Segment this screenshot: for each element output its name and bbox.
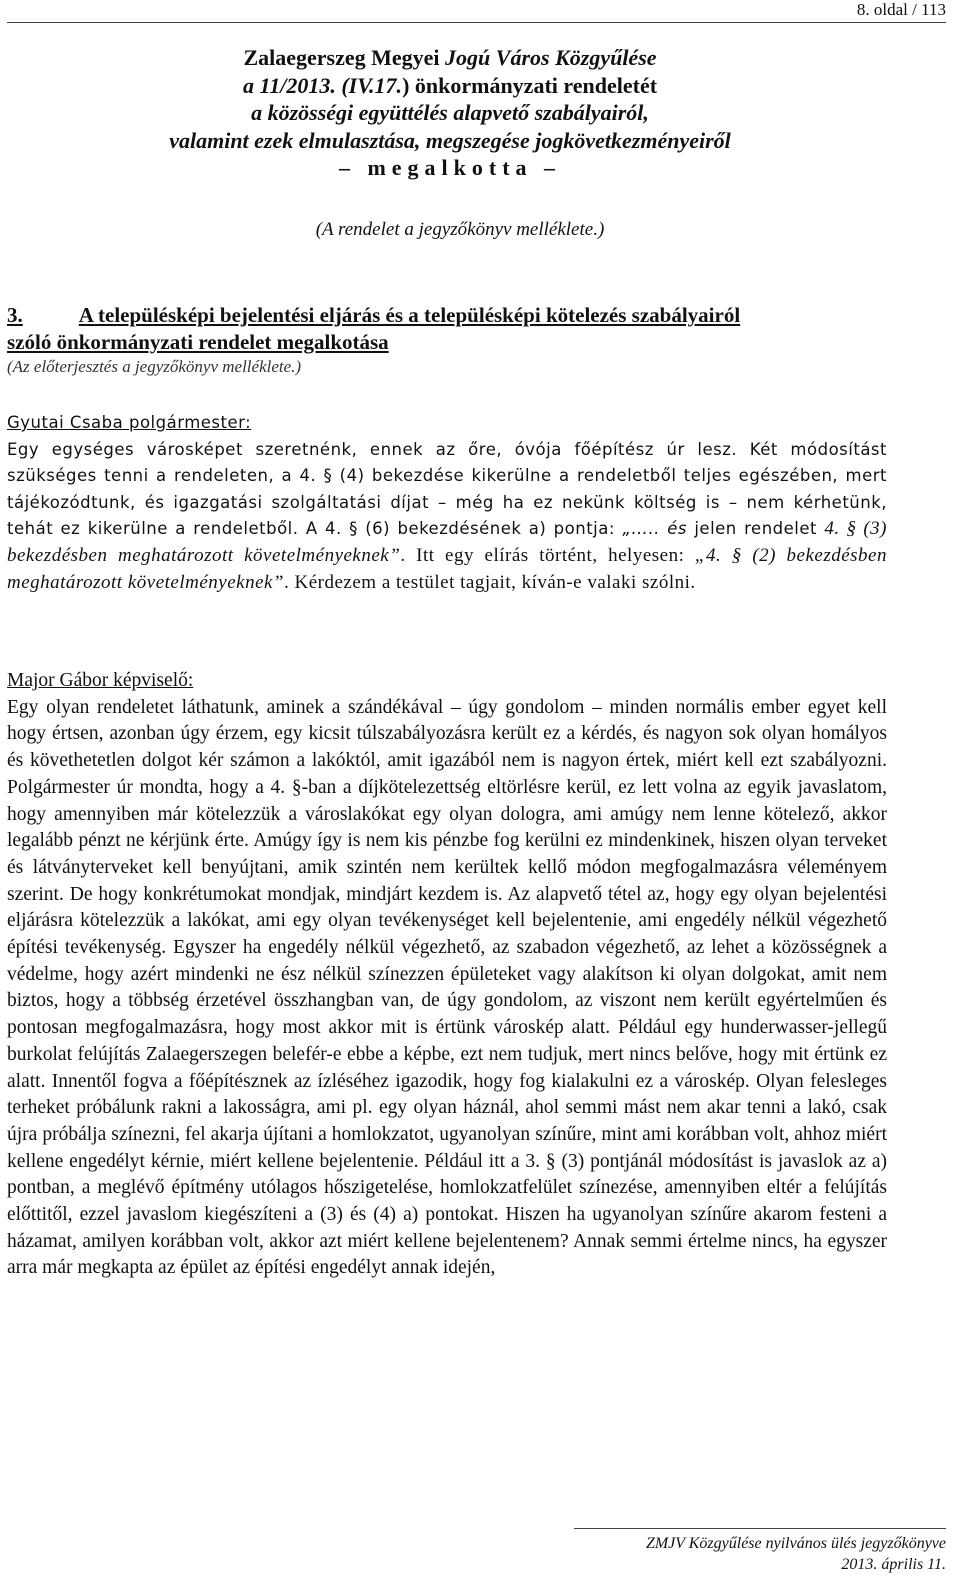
annex-note: (A rendelet a jegyzőkönyv melléklete.) (315, 219, 605, 240)
agenda-item (7, 302, 897, 378)
footer-rule (574, 1528, 946, 1529)
speaker-name: Gyutai Csaba polgármester: (7, 413, 252, 432)
speech-text-part-2: jelen rendelet (686, 519, 825, 539)
quote-2: 4. § (3) bekezdésben meghatározott követelményeknek” (7, 518, 888, 567)
speech-representative (7, 668, 887, 1282)
title-line-1-part-b: Jogú Város Közgyűlése (445, 45, 657, 70)
title-line-2-part-b: ) önkormányzati rendeletét (402, 72, 658, 98)
agenda-title (7, 302, 897, 356)
title-line-4: valamint ezek elmulasztása, megszegése jogkövetkezményeiről (169, 127, 731, 153)
page-header (7, 0, 946, 23)
page-footer (574, 1528, 946, 1575)
speech-mayor (7, 410, 887, 596)
title-line-3: a közösségi együttélés alapvető szabályairól, (251, 100, 649, 125)
agenda-title-line-1: A településképi bejelentési eljárás és a településképi kötelezés szabályairól (78, 303, 741, 327)
page-number: 8. oldal / 113 (856, 0, 946, 19)
agenda-title-line-2: szóló önkormányzati rendelet megalkotása (7, 330, 389, 354)
quote-1: „….. és (622, 519, 687, 539)
speech-text: Egy olyan rendeletet láthatunk, aminek a szándékával – úgy gondolom – minden normális ember egyet kell hogy értsen, azonban úgy érzem, egy kicsit túlszabályozásra került ez a kérdés, és nagyon sok olyan homályos és követhetetlen dolgot kér számon a lakóktól, amit igazából nem is nagyon értek, miért kell ezt szabályozni. Polgármester úr mondta, hogy a 4. §-ban a díjkötelezettség eltörlésre kerül, ez lett volna az egyik javaslatom, hogy amennyiben már kötelezzük a városlakókat egy olyan dologra, ami amúgy nem lenne kötelező, akkor legalább pénzt ne kérjünk érte. Amúgy így is nem kis pénzbe fog kerülni ez mindenkinek, hiszen olyan terveket és látványterveket kell benyújtani, amik szintén nem kerültek kellő módon megfogalmazásra véleményem szerint. De hogy konkrétumokat mondjak, mindjárt kezdem is. Az alapvető tétel az, hogy egy olyan bejelentési eljárásra kötelezzük a lakókat, ami egy olyan tevékenységet kell bejelentenie, ami engedély nélkül végezhető építési tevékenység. Egyszer ha engedély nélkül végezhető, az szabadon végezhető, az lehet a közösségnek a védelme, hogy azért mindenki ne ész nélkül színezzen épületeket vagy alakítson ki olyan dolgokat, amit nem biztos, hogy a többség érzetével összhangban van, de úgy gondolom, az viszont nem került egyértelműen és pontosan megfogalmazásra, hogy most akkor mit is értünk városkép alatt. Például egy hunderwasser-jellegű burkolat felújítás Zalaegerszegen belefér-e ebbe a képbe, ezt nem tudjuk, mert nincs belőve, hogy mit értünk ez alatt. Innentől fogva a főépítésznek az ízléséhez igazodik, hogy fog kialakulni ez a városkép. Olyan felesleges terheket próbálunk rakni a lakosságra, ami pl. egy olyan háznál, ahol semmi mást nem akar tenni a lakó, csak újra próbálja színezni, fel akarja újítani a homlokzatot, ugyanolyan színűre, mint ami korábban volt, ahhoz miért kellene engedélyt kérnie, miért kellene bejelentenie. Például itt a 3. § (3) pontjánál módosítást is javaslok az a) pontban, a meglévő építmény utólagos hőszigetelése, homlokzatfelület színezése, amennyiben eltér a felújítás előttitől, ezzel javaslom kiegészíteni a (3) és (4) a) pontokat. Hiszen ha ugyanolyan színűre akarom festeni a házamat, amilyen korábban volt, akkor azt miért kellene bejelentenem? Annak semmi értelme nincs, ha egyszer arra már megkapta az épület az építési engedélyt annak idején, (7, 696, 887, 1279)
footer-date: 2013. április 11. (841, 1556, 946, 1573)
speaker-name: Major Gábor képviselő: (7, 670, 194, 691)
title-line-2-part-a: a 11/2013. (IV.17. (242, 72, 403, 98)
document-title (0, 44, 900, 182)
title-line-2 (0, 72, 900, 100)
speech-text (7, 440, 887, 592)
title-line-1 (0, 44, 900, 72)
agenda-note: (Az előterjesztés a jegyzőkönyv melléklete.) (7, 357, 302, 376)
title-line-5: – megalkotta – (338, 155, 562, 180)
quote-3: „4. § (2) bekezdésben meghatározott követelményeknek” (7, 545, 887, 593)
speech-text-part-3: . Itt egy elírás történt, helyesen: (400, 545, 695, 567)
speech-text-part-1: Egy egységes városképet szeretnénk, ennek az őre, óvója főépítész úr lesz. Két módosítást szükséges tenni a rendeleten, a 4. § (4) bekezdése kikerülne a rendeletből teljes egészében, mert tájékozódtunk, és igazgatási szolgáltatási díjat – még ha ez nekünk költség is – nem kérhetünk, tehát ez kikerülne a rendeletből. A 4. § (6) bekezdésének a) pontja: (7, 439, 887, 539)
agenda-number: 3. (7, 303, 23, 327)
title-line-1-part-a: Zalaegerszeg Megyei (243, 45, 446, 70)
footer-title: ZMJV Közgyűlése nyilvános ülés jegyzőkönyve (645, 1535, 946, 1552)
speech-text-part-4: . Kérdezem a testület tagjait, kíván-e valaki szólni. (284, 571, 696, 593)
